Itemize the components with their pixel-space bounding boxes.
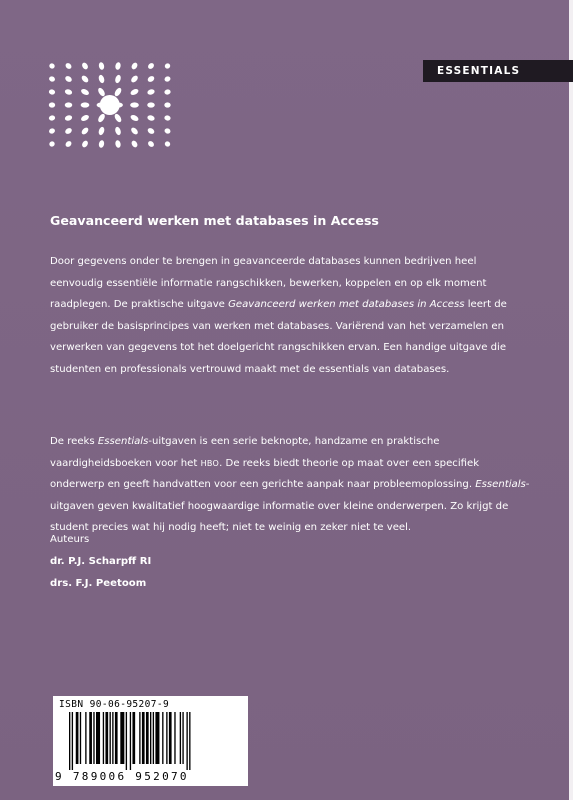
series-badge: ESSENTIALS — [423, 60, 573, 82]
barcode-bar — [69, 712, 70, 770]
barcode-bar — [169, 712, 172, 764]
barcode-bar — [130, 712, 131, 770]
barcode-bar — [103, 712, 104, 764]
page-edge — [569, 0, 573, 800]
barcode-bar — [112, 712, 113, 764]
logo-dot — [64, 62, 72, 70]
series-paragraph — [50, 431, 530, 539]
barcode-bar — [146, 712, 149, 764]
barcode-bar — [80, 712, 81, 764]
logo-dot — [98, 140, 105, 149]
barcode-bar — [153, 712, 154, 764]
logo-dot — [147, 88, 156, 95]
logo-dot — [130, 62, 138, 71]
logo-dot — [164, 140, 171, 147]
description-paragraph — [50, 251, 530, 380]
isbn-number: ISBN 90-06-95207-9 — [59, 699, 170, 710]
book-title: Geavanceerd werken met databases in Access — [50, 213, 379, 228]
barcode-bar — [115, 712, 118, 764]
logo-dot — [115, 140, 122, 149]
logo-dot — [48, 140, 55, 147]
logo-dot — [164, 127, 172, 134]
logo-dot — [147, 114, 156, 121]
logo-dot — [115, 62, 122, 71]
barcode-bar — [76, 712, 79, 764]
logo-dot — [48, 89, 55, 95]
logo-dot — [48, 127, 56, 134]
logo-dot — [113, 113, 122, 124]
logo-center-dot — [100, 95, 120, 115]
series-name-inline: Essentials — [97, 436, 149, 447]
logo-dot — [80, 114, 90, 123]
paragraph-text: -uitgaven geven kwalitatief hoogwaardige informatie over kleine onderwerpen. Zo krijgt de student precies wat hij nodig heeft; niet te weinig en zeker niet te veel. — [50, 479, 530, 533]
barcode-label — [53, 696, 248, 786]
logo-dot — [49, 102, 55, 107]
barcode-bar — [85, 712, 86, 764]
logo-dot — [164, 102, 170, 107]
abbreviation: HBO — [200, 458, 220, 468]
barcode-bar — [120, 712, 124, 764]
barcode-bar — [150, 712, 151, 764]
logo-dot — [64, 75, 73, 83]
logo-dot — [48, 115, 55, 121]
series-name-inline: Essentials — [475, 479, 526, 490]
logo-dot — [164, 89, 171, 95]
logo-dot — [98, 74, 106, 84]
paragraph-text: . De reeks biedt theorie op maat over een specifiek onderwerp en geeft handvatten voor een gerichte aanpak naar probleemoplossing. — [50, 457, 480, 490]
logo-dot — [130, 88, 140, 97]
barcode-bar — [89, 712, 92, 764]
series-logo-dots-icon — [44, 56, 194, 176]
logo-dot — [164, 62, 171, 69]
logo-dot — [147, 75, 156, 83]
logo-dot — [130, 102, 139, 107]
paragraph-text: leert de gebruiker de basisprincipes van werken met databases. Variërend van het verzamelen en verwerken van gegevens tot het doelgericht rangschikken ervan. Een handige uitgave die studenten en professionals vertrouwd maakt met de essentials van databases. — [50, 299, 507, 375]
barcode-bar — [186, 712, 187, 770]
logo-dot — [98, 126, 106, 136]
logo-dot — [98, 62, 105, 71]
logo-dot — [147, 140, 155, 148]
barcode-icon — [69, 712, 235, 770]
book-title-inline: Geavanceerd werken met databases in Access — [228, 299, 465, 310]
paragraph-text: -uitgaven is een serie beknopte, handzame en praktische vaardigheidsboeken voor het — [50, 436, 440, 469]
logo-dot — [80, 88, 90, 97]
paragraph-text: De reeks — [50, 436, 98, 447]
barcode-bar — [132, 712, 135, 764]
logo-dot — [97, 113, 106, 124]
barcode-bar — [142, 712, 145, 764]
logo-dot — [81, 62, 89, 71]
logo-dot — [64, 88, 73, 95]
logo-dot — [164, 115, 171, 121]
logo-dot — [147, 127, 156, 135]
barcode-bar — [93, 712, 94, 764]
logo-dot — [114, 126, 122, 136]
barcode-bar — [180, 712, 181, 764]
logo-dot — [147, 62, 155, 70]
logo-dot — [64, 114, 73, 121]
logo-dot — [81, 102, 90, 107]
barcode-bar — [105, 712, 108, 764]
logo-dot — [64, 140, 72, 148]
logo-dot — [130, 74, 139, 83]
logo-dot — [114, 74, 122, 84]
barcode-bar — [166, 712, 167, 764]
barcode-bar — [174, 712, 175, 764]
logo-dot — [80, 126, 89, 135]
logo-dot — [130, 114, 140, 123]
barcode-bar — [189, 712, 190, 770]
author-name: dr. P.J. Scharpff RI — [50, 556, 152, 567]
logo-dot — [48, 75, 56, 82]
logo-dot — [97, 87, 106, 98]
logo-dot — [65, 102, 73, 107]
barcode-bar — [139, 712, 140, 764]
logo-dot — [48, 62, 55, 69]
logo-dot — [130, 126, 139, 135]
barcode-bar — [162, 712, 163, 764]
authors-heading: Auteurs — [50, 534, 90, 545]
logo-dot — [147, 102, 155, 107]
barcode-bar — [110, 712, 111, 764]
barcode-bar — [126, 712, 127, 770]
logo-dot — [164, 75, 172, 82]
barcode-digits: 9 789006 952070 — [55, 770, 189, 783]
logo-dot — [130, 140, 138, 149]
barcode-bar — [96, 712, 100, 764]
logo-dot — [80, 74, 89, 83]
barcode-bar — [72, 712, 73, 770]
barcode-bar — [155, 712, 159, 764]
logo-dot — [81, 140, 89, 149]
author-name: drs. F.J. Peetoom — [50, 578, 147, 589]
paragraph-text: Door gegevens onder te brengen in geavanceerde databases kunnen bedrijven heel eenvoudig essentiële informatie rangschikken, bewerken, koppelen en op elk moment raadplegen. De praktische uitgave — [50, 256, 487, 310]
logo-dot — [64, 127, 73, 135]
barcode-bar — [182, 712, 183, 764]
logo-dot — [113, 87, 122, 98]
